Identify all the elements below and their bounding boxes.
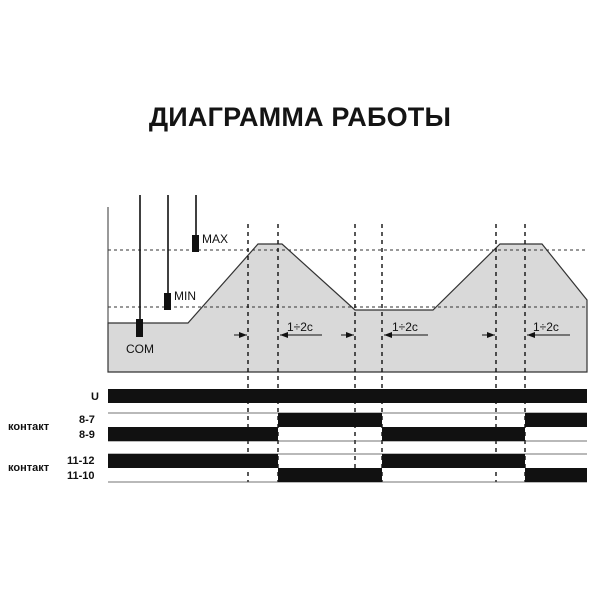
min-label: MIN (174, 289, 196, 303)
delay-label-2: 1÷2c (392, 320, 418, 334)
delay-label-3: 1÷2c (533, 320, 559, 334)
contact-11-signals (108, 454, 587, 482)
page-title: ДИАГРАММА РАБОТЫ (148, 102, 452, 132)
liquid-level-area (108, 244, 587, 372)
max-electrode (192, 195, 199, 252)
com-label: COM (126, 342, 154, 356)
delay-label-1: 1÷2c (287, 320, 313, 334)
contact-8-signals (108, 413, 587, 441)
max-label: MAX (202, 232, 229, 246)
contact-8-7-label: 8-7 (79, 414, 95, 426)
contact-label-2: контакт (8, 462, 50, 474)
min-electrode (164, 195, 171, 310)
contact-8-9-label: 8-9 (79, 429, 95, 441)
u-label: U (91, 391, 99, 403)
contact-11-12-label: 11-12 (67, 455, 95, 467)
com-electrode (136, 195, 143, 337)
contact-11-10-label: 11-10 (67, 470, 95, 482)
u-signal-bar (108, 389, 587, 403)
contact-label-1: контакт (8, 421, 50, 433)
